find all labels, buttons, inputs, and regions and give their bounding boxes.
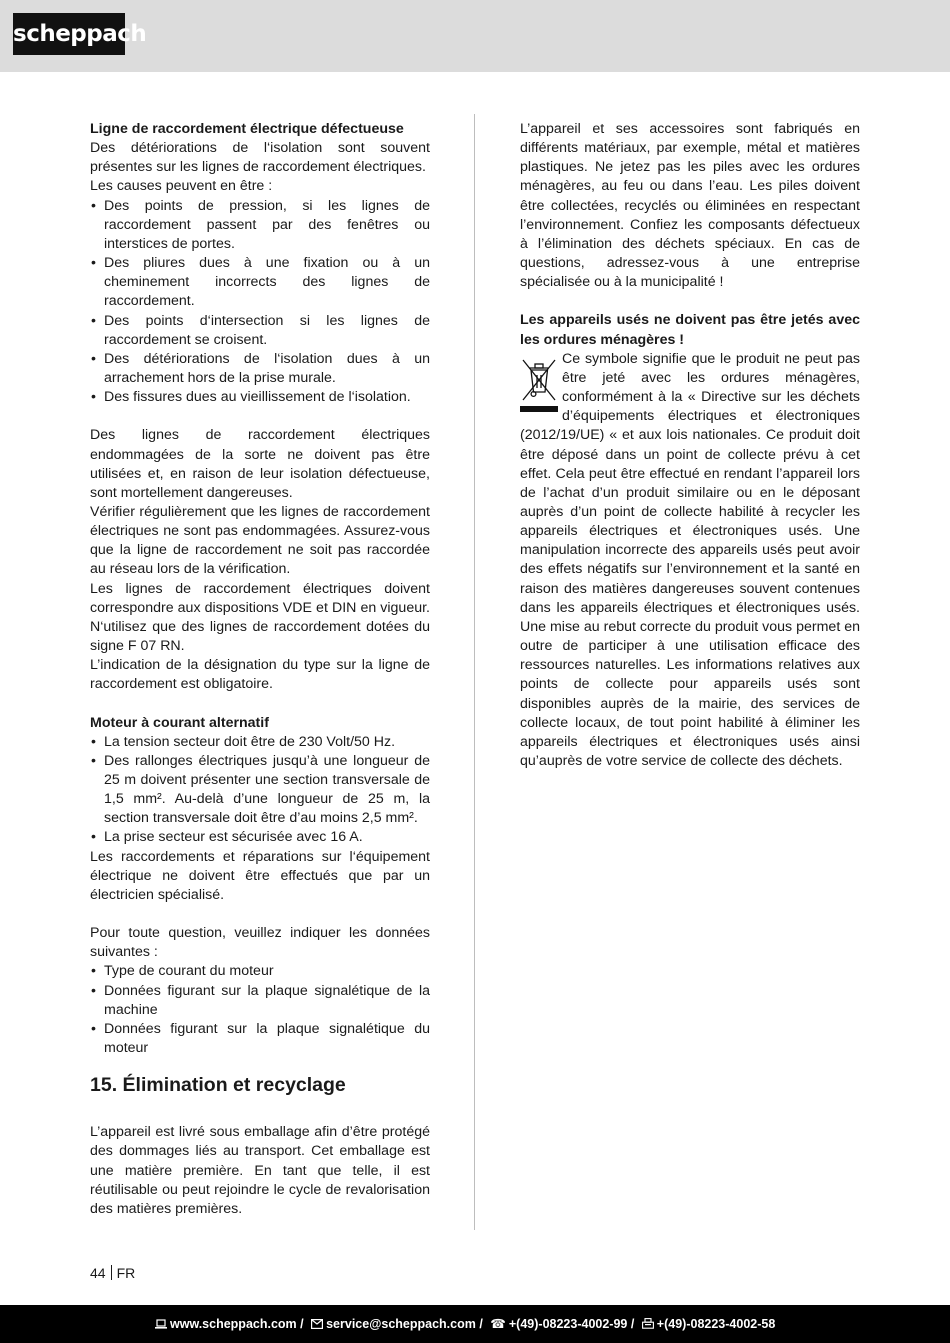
paragraph-packaging: L’appareil est livré sous emballage afin d’être protégé des dommages liés au transport. Cet emballage est une matière première. En tant que telle, il est réutilisable ou peut rejoindre le cycle de revalorisation des matières premières. xyxy=(90,1124,430,1217)
phone-icon: ☎ xyxy=(490,1317,506,1331)
paragraph-check-cables: Vérifier régulièrement que les lignes de raccordement électriques ne sont pas endommagées. Assurez-vous que la ligne de raccordement ne soit pas raccordée au réseau lors de la vérification. xyxy=(90,503,430,578)
footer-band xyxy=(0,1305,950,1343)
paragraph-electrician: Les raccordements et réparations sur l‘équipement électrique ne doivent être effectués que par un électricien spécialisé. xyxy=(90,848,430,903)
right-column xyxy=(520,120,860,771)
page-number-value: 44 xyxy=(90,1265,106,1281)
motor-list xyxy=(90,733,430,848)
paragraph-damaged-cables: Des lignes de raccordement électriques endommagées de la sorte ne doivent pas être utilisées et, en raison de leur isolation défectueuse, sont mortellement dangereuses. xyxy=(90,427,430,501)
paragraph-vde-din: Les lignes de raccordement électriques doivent correspondre aux dispositions VDE et DIN en vigueur. N‘utilisez que des lignes de raccordement dotées du signe F 07 RN. xyxy=(90,580,430,655)
fax-icon xyxy=(642,1306,654,1342)
header-band xyxy=(0,0,950,72)
footer-contacts xyxy=(155,1306,775,1342)
paragraph-weee-directive: Ce symbole signifie que le produit ne peut pas être jeté avec les ordures ménagères, conformément à la « Directive sur les déchets d’équipements électriques et électroniques (2012/19/UE) « et aux lois nationales. Ce produit doit être déposé dans un point de collecte prévu à cet effet. Cela peut être effectué en rendant l’appareil lors de l’achat d’un produit similaire ou en le déposant auprès d’un point de collecte habilité à recycler les appareils électriques et électroniques usés. Une manipulation incorrecte des appareils usés peut avoir des effets négatifs sur l’environnement et la santé en raison des matières dangereuses souvent contenues dans les appareils électriques et électroniques usés. Une mise au rebut correcte du produit vous permet en outre de participer à une utilisation efficace des ressources naturelles. Les informations relatives aux points de collecte pour appareils usés sont disponibles auprès de la mairie, des services de collecte locaux, de tout point habilité à éliminer les appareils électriques et électroniques usés ainsi qu’auprès de votre service de collecte des déchets. xyxy=(520,350,860,769)
list-item: • La tension secteur doit être de 230 Volt/50 Hz. xyxy=(90,733,430,752)
paragraph-materials: L’appareil et ses accessoires sont fabriqués en différents matériaux, par exemple, métal et matières plastiques. Ne jetez pas les piles avec les ordures ménagères, au feu ou dans l’eau. Les piles doivent être collectées, recyclés ou éliminées en respectant l’environnement. Confiez les composants défectueux à l’élimination des déchets spéciaux. En cas de questions, adressez-vous à une entreprise spécialisée ou à la municipalité ! xyxy=(520,121,860,291)
page-number-separator xyxy=(111,1265,112,1280)
left-column xyxy=(90,120,430,1219)
footer-website-link[interactable]: www.scheppach.com / xyxy=(170,1317,304,1331)
crossed-out-wheelie-bin-icon xyxy=(520,355,558,413)
footer-phone: +(49)-08223-4002-99 / xyxy=(508,1317,635,1331)
paragraph-questions: Pour toute question, veuillez indiquer les données suivantes : xyxy=(90,925,430,961)
list-item: • Données figurant sur la plaque signalétique de la machine xyxy=(90,982,430,1020)
heading-ac-motor: Moteur à courant alternatif xyxy=(90,714,269,731)
cable-causes-list xyxy=(90,197,430,408)
laptop-icon xyxy=(155,1306,167,1342)
list-item: • Des fissures dues au vieillissement de l‘isolation. xyxy=(90,388,430,407)
footer-fax: +(49)-08223-4002-58 xyxy=(656,1317,776,1331)
column-divider xyxy=(474,114,475,1230)
scheppach-logo: scheppach xyxy=(13,13,125,55)
list-item: • Type de courant du moteur xyxy=(90,962,430,981)
paragraph-causes-intro: Les causes peuvent en être : xyxy=(90,178,273,195)
list-item: • Des rallonges électriques jusqu’à une longueur de 25 m doivent présenter une section transversale de 1,5 mm². Au-delà d’une longueur de 25 m, la section transversale doit être d’au moins 2,5 mm². xyxy=(90,752,430,829)
paragraph-type-designation: L’indication de la désignation du type sur la ligne de raccordement est obligatoire. xyxy=(90,657,430,693)
list-item: • Des points d‘intersection si les lignes de raccordement se croisent. xyxy=(90,312,430,350)
heading-defective-cable: Ligne de raccordement électrique défectueuse xyxy=(90,121,404,137)
page-number xyxy=(90,1265,135,1281)
page-language: FR xyxy=(116,1265,136,1281)
envelope-icon xyxy=(311,1306,323,1342)
footer-email-link[interactable]: service@scheppach.com / xyxy=(326,1317,483,1331)
list-item: • Données figurant sur la plaque signalétique du moteur xyxy=(90,1020,430,1058)
weee-block xyxy=(520,350,860,771)
list-item: • Des pliures dues à une fixation ou à un cheminement incorrects des lignes de raccordement. xyxy=(90,254,430,311)
question-data-list xyxy=(90,962,430,1058)
list-item: • La prise secteur est sécurisée avec 16 A. xyxy=(90,828,430,847)
section-title-disposal: 15. Élimination et recyclage xyxy=(90,1074,346,1097)
paragraph-insulation-damage: Des détériorations de l‘isolation sont souvent présentes sur les lignes de raccordement électriques. xyxy=(90,140,430,176)
heading-weee: Les appareils usés ne doivent pas être jetés avec les ordures ménagères ! xyxy=(520,312,860,348)
list-item: • Des détériorations de l‘isolation dues à un arrachement hors de la prise murale. xyxy=(90,350,430,388)
list-item: • Des points de pression, si les lignes de raccordement passent par des fenêtres ou interstices de portes. xyxy=(90,197,430,254)
